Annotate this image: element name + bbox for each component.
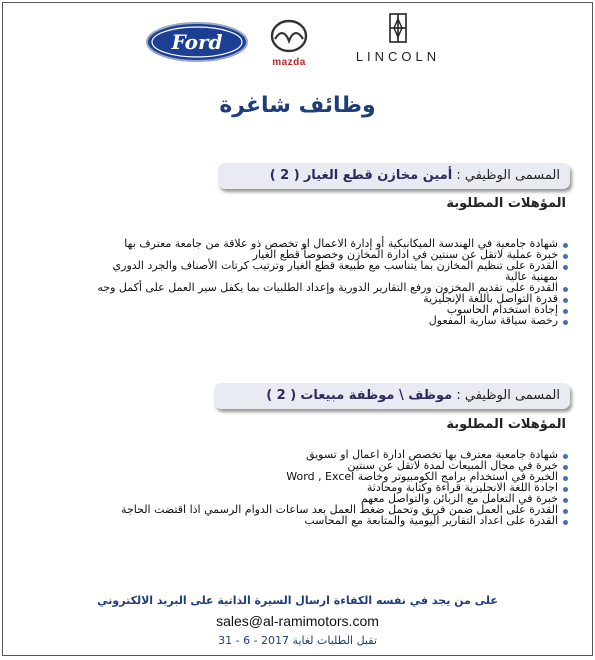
job-count: ( 2 ): [269, 168, 300, 183]
job-title-label: المسمى الوظيفي :: [456, 388, 560, 403]
mazda-logo: [261, 17, 317, 71]
job-title: أمين مخازن قطع الغيار: [303, 168, 453, 183]
job-title-label: المسمى الوظيفي :: [456, 168, 560, 183]
list-item-continuation: بمهنية عالية: [504, 270, 558, 283]
ford-logo: [145, 21, 249, 63]
list-item: القدرة على اعداد التقارير اليومية والمتابعة مع المحاسب: [121, 515, 570, 526]
lincoln-logo: [333, 13, 463, 69]
list-item: القدرة على تنظيم المخازن بما يتناسب مع طبيعة قطع الغيار وترتيب كرتات الأصناف والجرد الدوري: [97, 260, 570, 271]
application-deadline: تقبل الطلبات لغاية 2017 - 6 - 31: [218, 634, 377, 647]
list-item: خبرة عملية لاتقل عن سنتين في ادارة المخازن وخصوصاً قطع الغيار: [97, 249, 570, 260]
list-item: الخبرة في استخدام برامج الكومبيوتر وخاصة Word , Excel: [121, 471, 570, 482]
lincoln-star-icon: [389, 13, 407, 43]
qualifications-list-1: [97, 238, 570, 326]
job-count: ( 2 ): [266, 388, 297, 403]
job-title: موظف \ موظفة مبيعات: [300, 388, 453, 403]
list-item: إجادة استخدام الحاسوب: [97, 304, 570, 315]
contact-email[interactable]: sales@al-ramimotors.com: [216, 613, 379, 629]
list-item: خبرة في التعامل مع الزبائن والتواصل معهم: [121, 493, 570, 504]
list-item: اجادة اللغة الانجليزية قراءة وكتابة ومحادثة: [121, 482, 570, 493]
ford-wordmark: Ford: [171, 30, 223, 54]
application-instruction: على من يجد في نفسه الكفاءة ارسال السيرة الذاتية على البريد الالكتروني: [97, 594, 498, 607]
lincoln-wordmark: LINCOLN: [355, 49, 441, 64]
list-item: قدرة التواصل باللغة الإنجليزية: [97, 293, 570, 304]
qualifications-heading-2: المؤهلات المطلوبة: [446, 417, 566, 432]
list-item: القدرة على تقديم المخزون ورفع التقارير الدورية وإعداد الطلبيات بما يكفل سير العمل على أكمل وجه: [97, 282, 570, 293]
list-item: شهادة جامعية معترف بها تخصص ادارة اعمال او تسويق: [121, 449, 570, 460]
job-title-bar-2: [214, 383, 570, 409]
list-item: رخصة سياقة سارية المفعول: [97, 315, 570, 326]
mazda-wordmark: mazda: [272, 57, 306, 68]
qualifications-list-2: [121, 449, 570, 526]
list-item: شهادة جامعية في الهندسة الميكانيكية أو إدارة الاعمال او تخصص ذو علاقة من جامعة معترف بها: [97, 238, 570, 249]
job-title-bar-1: [218, 163, 570, 189]
brand-logos: [3, 13, 592, 73]
job-ad-page: [2, 2, 593, 656]
qualifications-heading-1: المؤهلات المطلوبة: [446, 196, 566, 211]
page-title: وظائف شاغرة: [219, 93, 376, 118]
list-item: القدرة على العمل ضمن فريق وتحمل ضغط العمل بعد ساعات الدوام الرسمي اذا اقتضت الحاجة: [121, 504, 570, 515]
list-item: خبرة في مجال المبيعات لمدة لاتقل عن سنتين: [121, 460, 570, 471]
